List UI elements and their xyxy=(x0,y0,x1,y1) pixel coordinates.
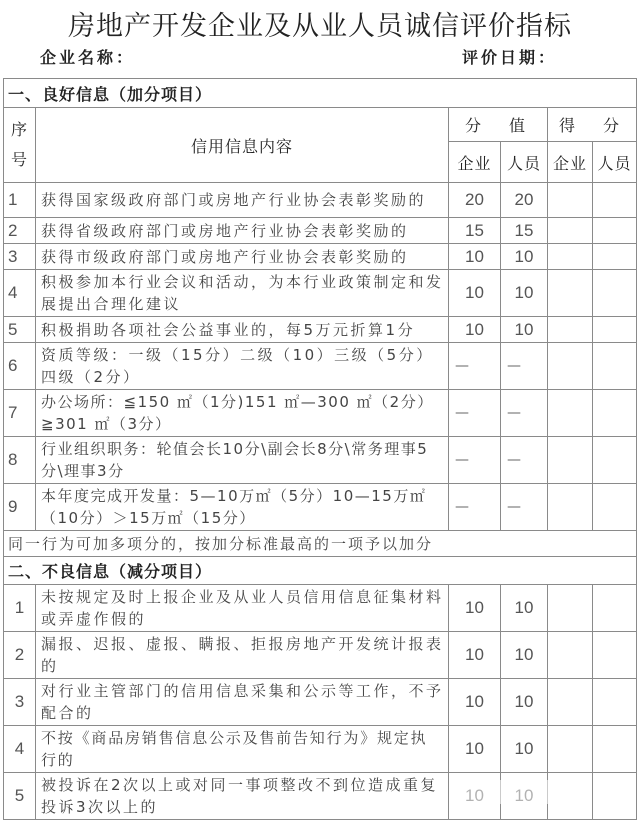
row-score-enterprise[interactable] xyxy=(548,317,593,343)
row-score-enterprise[interactable] xyxy=(548,437,593,484)
table-row xyxy=(4,317,637,343)
section-bad-title: 二、不良信息（减分项目） xyxy=(4,557,637,585)
header-got-personnel: 人员 xyxy=(593,142,637,183)
row-seq: 3 xyxy=(4,679,36,726)
row-value-enterprise: 10 xyxy=(449,632,501,679)
header-seq: 序号 xyxy=(4,108,36,183)
header-score-value: 分 值 xyxy=(449,108,548,142)
row-value-personnel: — xyxy=(501,343,548,390)
bonus-note: 同一行为可加多项分的，按加分标准最高的一项予以加分 xyxy=(4,531,637,557)
table-row xyxy=(4,343,637,390)
row-value-personnel: 10 xyxy=(501,726,548,773)
row-value-personnel: 10 xyxy=(501,270,548,317)
row-content: 资质等级：一级（15分）二级（10）三级（5分）四级（2分） xyxy=(36,343,449,390)
document-title: 房地产开发企业及从业人员诚信评价指标 xyxy=(68,11,572,42)
row-value-personnel: 10 xyxy=(501,317,548,343)
row-value-personnel: — xyxy=(501,484,548,531)
row-value-enterprise: 20 xyxy=(449,183,501,218)
row-value-enterprise: 10 xyxy=(449,317,501,343)
row-value-enterprise: 10 xyxy=(449,726,501,773)
table-row xyxy=(4,437,637,484)
row-score-enterprise[interactable] xyxy=(548,585,593,632)
row-content: 被投诉在2次以上或对同一事项整改不到位造成重复投诉3次以上的 xyxy=(36,773,449,820)
row-value-enterprise: 15 xyxy=(449,218,501,244)
credit-evaluation-table xyxy=(3,78,637,820)
table-row xyxy=(4,585,637,632)
row-score-personnel[interactable] xyxy=(593,343,637,390)
header-value-enterprise: 企业 xyxy=(449,142,501,183)
row-score-enterprise[interactable] xyxy=(548,484,593,531)
row-seq: 4 xyxy=(4,726,36,773)
company-name-label: 企业名称： xyxy=(40,48,136,67)
table-row xyxy=(4,390,637,437)
header-score-got: 得 分 xyxy=(548,108,637,142)
row-score-personnel[interactable] xyxy=(593,244,637,270)
row-value-personnel: 20 xyxy=(501,183,548,218)
row-value-personnel: — xyxy=(501,437,548,484)
row-score-personnel[interactable] xyxy=(593,726,637,773)
header-content: 信用信息内容 xyxy=(36,108,449,183)
row-content: 行业组织职务：轮值会长10分\副会长8分\常务理事5分\理事3分 xyxy=(36,437,449,484)
row-value-enterprise: 10 xyxy=(449,270,501,317)
row-score-personnel[interactable] xyxy=(593,484,637,531)
row-seq: 1 xyxy=(4,183,36,218)
row-score-enterprise[interactable] xyxy=(548,343,593,390)
row-seq: 7 xyxy=(4,390,36,437)
row-seq: 3 xyxy=(4,244,36,270)
row-score-personnel[interactable] xyxy=(593,317,637,343)
row-content: 未按规定及时上报企业及从业人员信用信息征集材料或弄虚作假的 xyxy=(36,585,449,632)
table-row xyxy=(4,244,637,270)
section-good-title: 一、良好信息（加分项目） xyxy=(4,79,637,108)
row-content: 获得省级政府部门或房地产行业协会表彰奖励的 xyxy=(36,218,449,244)
row-score-personnel[interactable] xyxy=(593,773,637,820)
row-content: 漏报、迟报、虚报、瞒报、拒报房地产开发统计报表的 xyxy=(36,632,449,679)
row-score-personnel[interactable] xyxy=(593,632,637,679)
row-value-personnel: 10 xyxy=(501,244,548,270)
row-score-enterprise[interactable] xyxy=(548,218,593,244)
table-row xyxy=(4,484,637,531)
row-score-enterprise[interactable] xyxy=(548,726,593,773)
row-score-personnel[interactable] xyxy=(593,437,637,484)
row-value-enterprise: 10 xyxy=(449,244,501,270)
row-score-enterprise[interactable] xyxy=(548,390,593,437)
row-score-enterprise[interactable] xyxy=(548,270,593,317)
row-value-enterprise: — xyxy=(449,390,501,437)
row-seq: 8 xyxy=(4,437,36,484)
row-score-enterprise[interactable] xyxy=(548,679,593,726)
row-score-personnel[interactable] xyxy=(593,585,637,632)
row-value-enterprise: — xyxy=(449,343,501,390)
row-value-personnel: 10 xyxy=(501,632,548,679)
row-content: 获得市级政府部门或房地产行业协会表彰奖励的 xyxy=(36,244,449,270)
row-value-personnel: 10 xyxy=(501,679,548,726)
row-score-enterprise[interactable] xyxy=(548,773,593,820)
row-value-enterprise: 10 xyxy=(449,585,501,632)
row-value-enterprise: — xyxy=(449,484,501,531)
row-seq: 2 xyxy=(4,218,36,244)
row-seq: 5 xyxy=(4,317,36,343)
row-seq: 2 xyxy=(4,632,36,679)
row-score-enterprise[interactable] xyxy=(548,632,593,679)
header-value-personnel: 人员 xyxy=(501,142,548,183)
table-row xyxy=(4,726,637,773)
row-score-personnel[interactable] xyxy=(593,390,637,437)
row-seq: 1 xyxy=(4,585,36,632)
header-got-enterprise: 企业 xyxy=(548,142,593,183)
table-row xyxy=(4,218,637,244)
row-value-enterprise: — xyxy=(449,437,501,484)
row-score-personnel[interactable] xyxy=(593,183,637,218)
row-value-personnel: — xyxy=(501,390,548,437)
table-row xyxy=(4,270,637,317)
row-content: 不按《商品房销售信息公示及售前告知行为》规定执行的 xyxy=(36,726,449,773)
row-value-personnel: 10 xyxy=(501,585,548,632)
row-content: 积极参加本行业会议和活动，为本行业政策制定和发展提出合理化建议 xyxy=(36,270,449,317)
row-content: 本年度完成开发量：5—10万㎡（5分）10—15万㎡（10分）＞15万㎡（15分） xyxy=(36,484,449,531)
row-score-enterprise[interactable] xyxy=(548,244,593,270)
row-seq: 9 xyxy=(4,484,36,531)
row-seq: 4 xyxy=(4,270,36,317)
row-content: 积极捐助各项社会公益事业的，每5万元折算1分 xyxy=(36,317,449,343)
row-value-personnel: 15 xyxy=(501,218,548,244)
row-seq: 6 xyxy=(4,343,36,390)
row-score-personnel[interactable] xyxy=(593,218,637,244)
watermark-overlay xyxy=(450,780,550,804)
row-content: 对行业主管部门的信用信息采集和公示等工作，不予配合的 xyxy=(36,679,449,726)
table-row xyxy=(4,679,637,726)
row-score-enterprise[interactable] xyxy=(548,183,593,218)
evaluation-date-label: 评价日期： xyxy=(462,48,558,67)
row-score-personnel[interactable] xyxy=(593,270,637,317)
row-score-personnel[interactable] xyxy=(593,679,637,726)
row-seq: 5 xyxy=(4,773,36,820)
row-content: 获得国家级政府部门或房地产行业协会表彰奖励的 xyxy=(36,183,449,218)
row-value-enterprise: 10 xyxy=(449,679,501,726)
table-row xyxy=(4,183,637,218)
row-content: 办公场所：≦150 ㎡（1分)151 ㎡—300 ㎡（2分）≧301 ㎡（3分） xyxy=(36,390,449,437)
table-row xyxy=(4,632,637,679)
